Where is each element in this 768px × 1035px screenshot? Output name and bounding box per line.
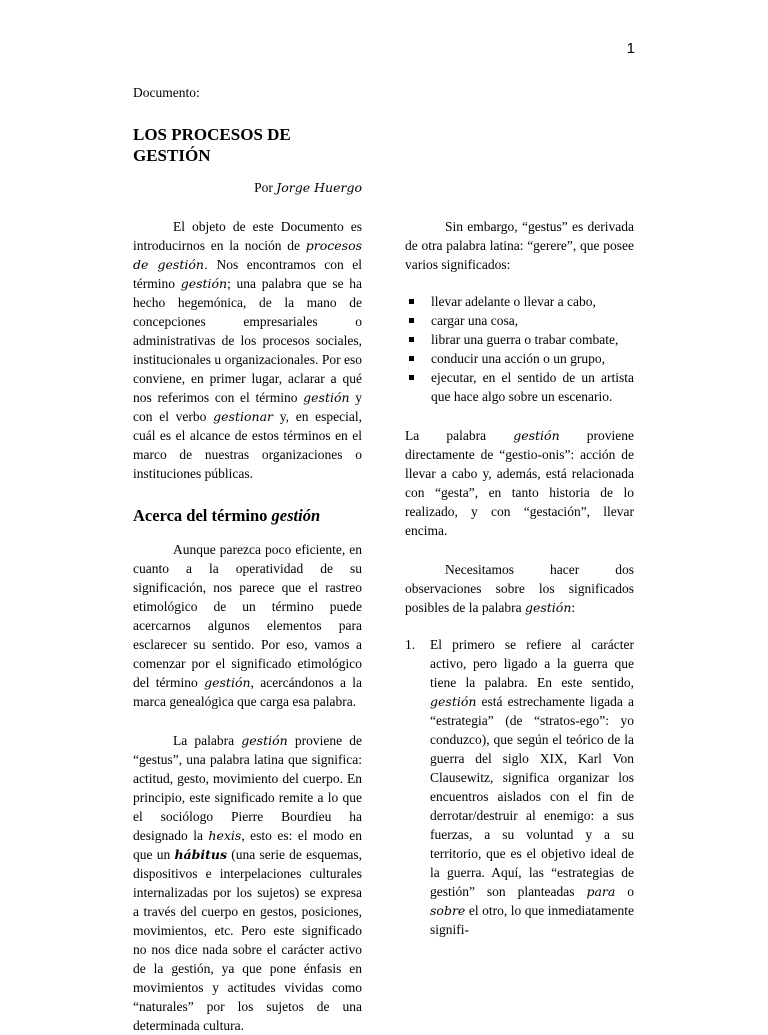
obs1-text-a: El primero se refiere al carácter activo, pero ligado a la guerra que tiene la palabra. En este sentido,	[430, 637, 634, 690]
list-item: librar una guerra o trabar combate,	[405, 330, 634, 349]
para3-term-hexis: hexis	[208, 828, 242, 843]
intro-term-gestion: gestión	[180, 276, 228, 291]
right-column	[405, 83, 634, 939]
observation-number: 1.	[405, 637, 416, 652]
intro-text-i: y, en especial, cuál es el alcance de estos términos en el marco de nuestras organizaciones o instituciones públicas.	[133, 409, 363, 481]
para3-text-a: La palabra	[173, 733, 235, 748]
right-column-flow-spacer	[405, 83, 634, 197]
obs1-term: gestión	[430, 694, 477, 709]
intro-term-gestion-2: gestión	[303, 390, 350, 405]
obs1-text-c: está estrechamente ligada a “estrategia” (de “stratos-ego”: yo conduzco), que según el teórico de la guerra del siglo XIX, Karl Von Clausewitz, significa organizar los encuentros aislados con el fin de derrotar/destruir al enemigo: a sus fuerzas, a su voluntad y a su territorio, que es el objetivo ideal de la guerra. Aquí, las “estrategias de gestión” son planteadas	[430, 694, 635, 899]
obs1-text-g: el otro, lo que inmediatamente signifi-	[430, 903, 635, 937]
author-name: Jorge Huergo	[276, 180, 362, 195]
intro-term-procesos: procesos de gestión.	[133, 238, 363, 272]
list-item: conducir una acción o un grupo,	[405, 349, 634, 368]
title-line-1: LOS PROCESOS DE	[133, 125, 291, 144]
list-item	[405, 635, 634, 939]
list-item: ejecutar, en el sentido de un artista que hace algo sobre un escenario.	[405, 368, 634, 406]
intro-text-e: ; una palabra que se ha hecho hegemónica, de la mano de concepciones empresariales o administrativas de los procesos sociales, institucionales u organizacionales. Por eso conviene, en primer lugar, aclarar a qué nos referimos con el término	[133, 276, 362, 405]
intro-text-a: El objeto de este Documento es introducirnos en la noción de	[133, 219, 362, 253]
para3-term-habitus: hábitus	[174, 847, 228, 862]
para2-text-a: Aunque parezca poco eficiente, en cuanto a la operatividad de su significación, nos parece que el rastreo etimológico de un término puede acercarnos algunos elementos para esclarecer su sentido. Por eso, vamos a comenzar por el significado etimológico del término	[133, 542, 362, 690]
para5-text-c: proviene directamente de “gestio-onis”: acción de llevar a cabo y, además, está relacionada con “gesta”, en tanto historia de lo realizado, y con “gestación”, llevar encima.	[405, 428, 634, 538]
intro-text-g: y con el verbo	[133, 390, 362, 424]
section-heading	[133, 505, 362, 526]
document-label: Documento:	[133, 85, 200, 100]
observations-list	[405, 635, 634, 939]
para3-text-e: , esto es: el modo en que un	[133, 828, 363, 862]
gestus-paragraph	[133, 731, 362, 1035]
document-title	[133, 124, 362, 166]
para3-text-g: (una serie de esquemas, dispositivos e interpelaciones culturales internalizadas por los sujetos) se expresa a través del cuerpo en gestos, posiciones, movimientos, etc. Pero este significado no nos dice nada sobre el carácter activo de la gestión, ya que pone énfasis en movimientos y actitudes vividas como “naturales” por los sujetos de una determinada cultura.	[133, 847, 363, 1033]
left-column	[133, 83, 362, 1035]
section-heading-text: Acerca del término	[133, 506, 268, 525]
para6-term: gestión	[524, 600, 572, 615]
gestio-paragraph	[405, 426, 634, 540]
intro-paragraph	[133, 217, 362, 483]
byline	[133, 178, 362, 197]
title-line-2: GESTIÓN	[133, 146, 211, 165]
para2-text-c: , acercándonos a la marca genealógica que carga esa palabra.	[133, 675, 363, 709]
section-heading-term: gestión	[271, 506, 321, 525]
intro-text-c: Nos encontramos con el término	[133, 257, 363, 291]
obs1-term-sobre: sobre	[430, 903, 466, 918]
meanings-list	[405, 292, 634, 406]
list-item: llevar adelante o llevar a cabo,	[405, 292, 634, 311]
gerere-paragraph: Sin embargo, “gestus” es derivada de otra palabra latina: “gerere”, que posee varios significados:	[405, 219, 634, 272]
page-number: 1	[626, 40, 635, 57]
etymology-paragraph	[133, 540, 362, 711]
byline-prefix: Por	[254, 180, 273, 195]
para5-text-a: La palabra	[405, 428, 487, 443]
para5-term: gestión	[513, 428, 560, 443]
intro-term-gestionar: gestionar	[213, 409, 273, 424]
obs1-term-para: para	[586, 884, 616, 899]
para2-term: gestión	[204, 675, 251, 690]
list-item: cargar una cosa,	[405, 311, 634, 330]
para3-text-c: proviene de “gestus”, una palabra latina que significa: actitud, gesto, movimiento del cuerpo. En principio, este significado remite a lo que el sociólogo Pierre Bourdieu ha designado la	[133, 733, 362, 843]
para6-text-c: :	[571, 600, 576, 615]
observations-paragraph	[405, 560, 634, 617]
obs1-text-e: o	[627, 884, 635, 899]
para6-text-a: Necesitamos hacer dos observaciones sobre los significados posibles de la palabra	[405, 562, 634, 615]
para3-term: gestión	[241, 733, 288, 748]
